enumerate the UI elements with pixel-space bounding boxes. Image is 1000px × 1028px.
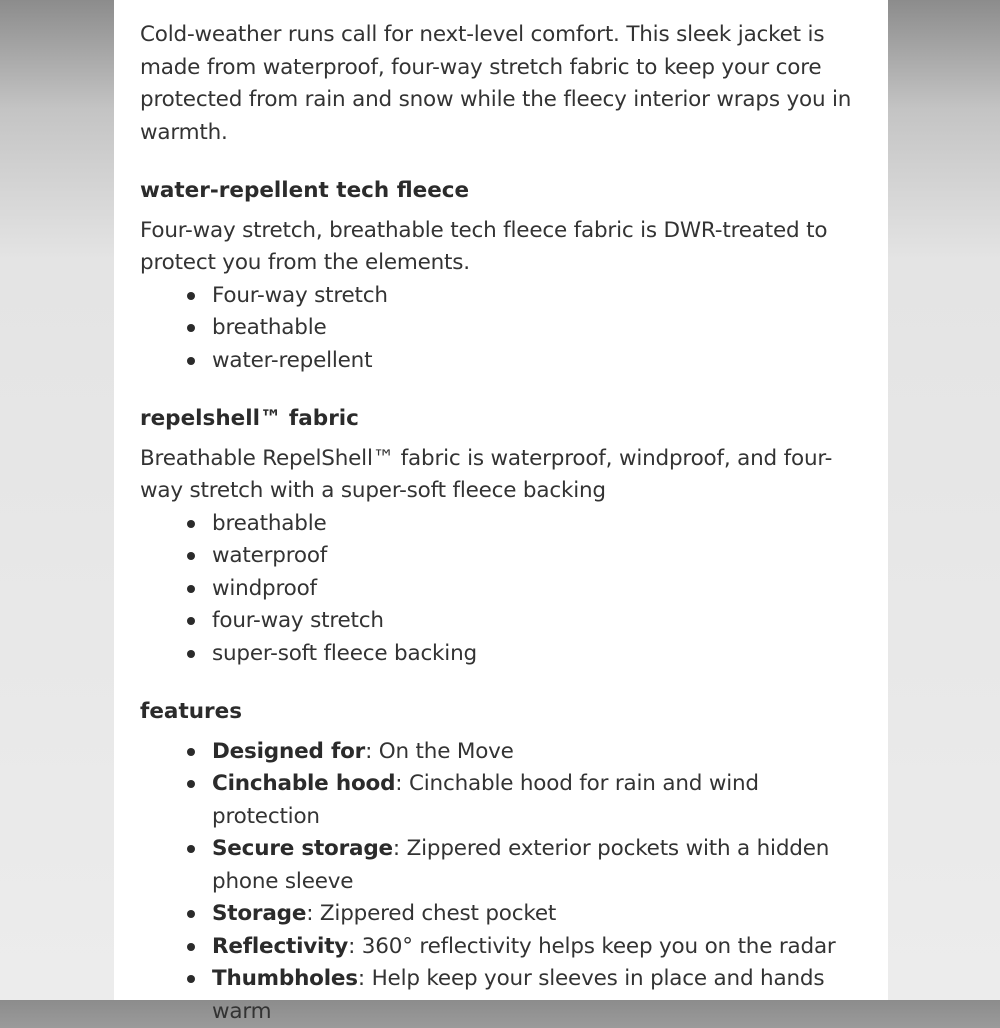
feature-item-thumbholes (212, 963, 868, 1028)
product-description-panel (114, 0, 888, 1000)
feature-name: Storage (212, 901, 306, 926)
list-item: four-way stretch (212, 605, 868, 638)
feature-text: : Zippered chest pocket (306, 901, 556, 926)
feature-name: Thumbholes (212, 966, 358, 991)
section-description-tech-fleece: Four-way stretch, breathable tech fleece fabric is DWR-treated to protect you from the elements. (140, 215, 868, 280)
feature-item-designed-for (212, 736, 868, 769)
features-list (140, 736, 868, 1028)
feature-name: Reflectivity (212, 934, 348, 959)
bullet-list-repelshell (140, 508, 868, 671)
feature-name: Cinchable hood (212, 771, 395, 796)
list-item: breathable (212, 312, 868, 345)
list-item: windproof (212, 573, 868, 606)
list-item: water-repellent (212, 345, 868, 378)
section-heading-repelshell: repelshell™ fabric (140, 403, 868, 436)
feature-name: Designed for (212, 739, 365, 764)
feature-text: : Help keep your sleeves in place and hands warm (212, 966, 824, 1024)
bullet-list-tech-fleece (140, 280, 868, 378)
feature-text: : Zippered exterior pockets with a hidden phone sleeve (212, 836, 829, 894)
feature-text: : Cinchable hood for rain and wind protection (212, 771, 759, 829)
features-heading: features (140, 696, 868, 729)
feature-item-secure-storage (212, 833, 868, 898)
list-item: super-soft fleece backing (212, 638, 868, 671)
section-description-repelshell: Breathable RepelShell™ fabric is waterproof, windproof, and four-way stretch with a super-soft fleece backing (140, 443, 868, 508)
section-heading-tech-fleece: water-repellent tech fleece (140, 175, 868, 208)
feature-item-cinchable-hood (212, 768, 868, 833)
feature-text: : 360° reflectivity helps keep you on the radar (348, 934, 835, 959)
list-item: waterproof (212, 540, 868, 573)
feature-item-storage (212, 898, 868, 931)
intro-paragraph: Cold-weather runs call for next-level comfort. This sleek jacket is made from waterproof, four-way stretch fabric to keep your core protected from rain and snow while the fleecy interior wraps you in warmth. (140, 19, 868, 149)
feature-text: : On the Move (365, 739, 514, 764)
feature-item-reflectivity (212, 931, 868, 964)
feature-name: Secure storage (212, 836, 393, 861)
list-item: Four-way stretch (212, 280, 868, 313)
list-item: breathable (212, 508, 868, 541)
